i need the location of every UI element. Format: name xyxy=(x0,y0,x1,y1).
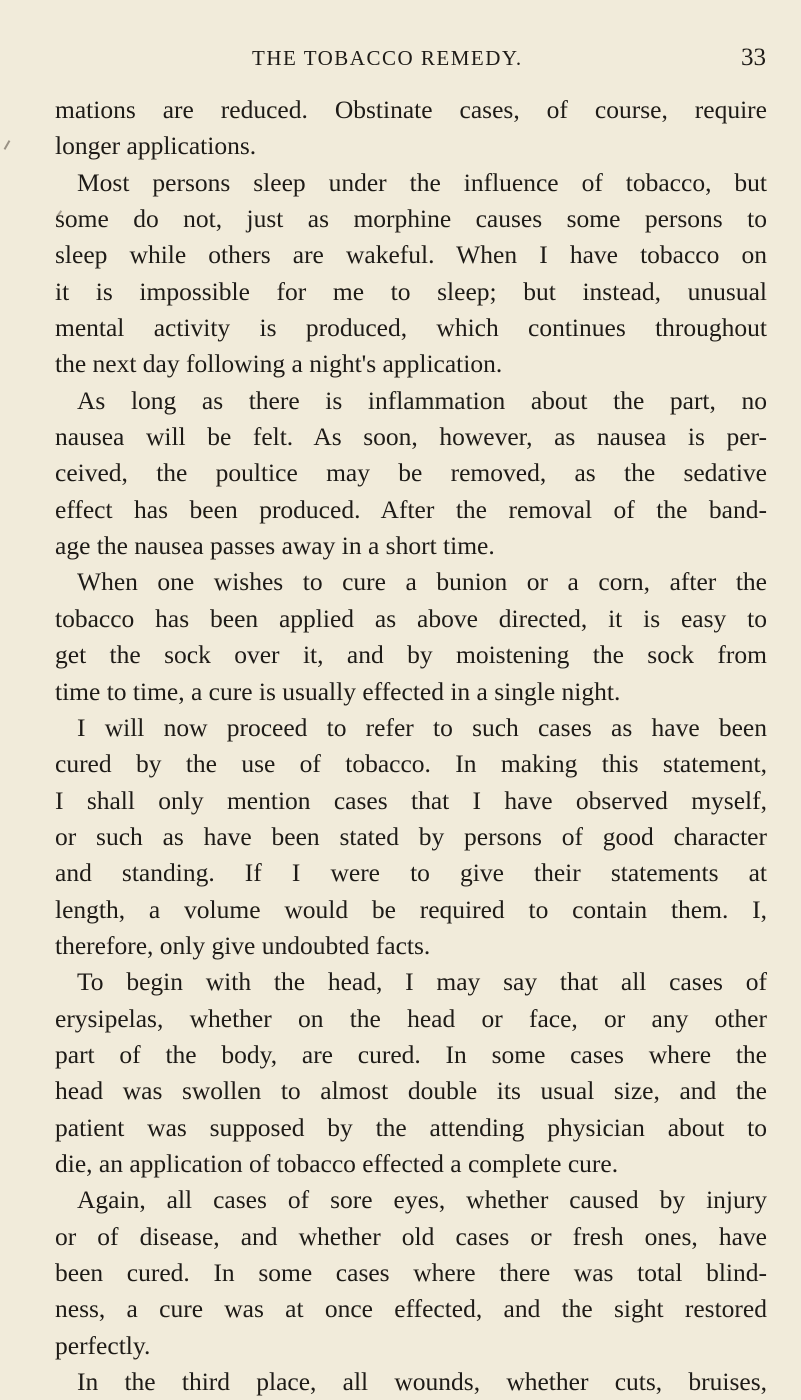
text-line: or such as have been stated by persons of good character xyxy=(55,821,767,851)
paper-mark xyxy=(4,140,11,150)
text-line: mental activity is produced, which continues throughout xyxy=(55,313,767,343)
text-line: perfectly. xyxy=(55,1330,151,1360)
text-line: part of the body, are cured. In some cases where the xyxy=(55,1039,767,1069)
text-line: some do not, just as morphine causes some persons to xyxy=(55,204,767,234)
text-line: nausea will be felt. As soon, however, as nausea is per- xyxy=(55,422,767,452)
text-line: and standing. If I were to give their statements at xyxy=(55,858,767,888)
text-line: To begin with the head, I may say that all cases of xyxy=(77,967,767,997)
text-line: head was swollen to almost double its usual size, and the xyxy=(55,1076,767,1106)
text-line: As long as there is inflammation about the part, no xyxy=(77,385,767,415)
text-line: time to time, a cure is usually effected in a single night. xyxy=(55,676,621,706)
text-line: tobacco has been applied as above directed, it is easy to xyxy=(55,603,767,633)
text-line: therefore, only give undoubted facts. xyxy=(55,930,431,960)
text-line: ness, a cure was at once effected, and the sight restored xyxy=(55,1294,767,1324)
text-line: it is impossible for me to sleep; but instead, unusual xyxy=(55,276,767,306)
text-line: age the nausea passes away in a short time. xyxy=(55,531,495,561)
text-line: Most persons sleep under the influence of tobacco, but xyxy=(77,167,767,197)
text-line: patient was supposed by the attending physician about to xyxy=(55,1112,767,1142)
body-text xyxy=(55,92,767,1400)
page-number: 33 xyxy=(741,44,766,71)
text-line: In the third place, all wounds, whether cuts, bruises, xyxy=(77,1367,767,1397)
text-line: get the sock over it, and by moistening the sock from xyxy=(55,640,767,670)
running-title: THE TOBACCO REMEDY. xyxy=(252,46,523,70)
text-line: been cured. In some cases where there was total blind- xyxy=(55,1258,767,1287)
text-line: I shall only mention cases that I have observed myself, xyxy=(55,785,767,815)
text-line: die, an application of tobacco effected a complete cure. xyxy=(55,1148,619,1178)
text-line: length, a volume would be required to contain them. I, xyxy=(55,894,767,924)
text-line: ceived, the poultice may be removed, as the sedative xyxy=(55,458,767,488)
page-header xyxy=(96,44,766,74)
text-line: effect has been produced. After the removal of the band- xyxy=(55,494,767,524)
text-line: Again, all cases of sore eyes, whether caused by injury xyxy=(77,1185,767,1215)
text-line: erysipelas, whether on the head or face, or any other xyxy=(55,1003,767,1033)
text-line: the next day following a night's application. xyxy=(55,349,503,379)
text-line: When one wishes to cure a bunion or a corn, after the xyxy=(77,567,767,597)
text-line: I will now proceed to refer to such cases as have been xyxy=(77,712,767,742)
text-line: cured by the use of tobacco. In making this statement, xyxy=(55,749,767,779)
text-line: mations are reduced. Obstinate cases, of course, require xyxy=(55,95,767,124)
text-line: or of disease, and whether old cases or fresh ones, have xyxy=(55,1221,767,1251)
text-line: longer applications. xyxy=(55,131,257,161)
text-line: sleep while others are wakeful. When I have tobacco on xyxy=(55,240,767,270)
